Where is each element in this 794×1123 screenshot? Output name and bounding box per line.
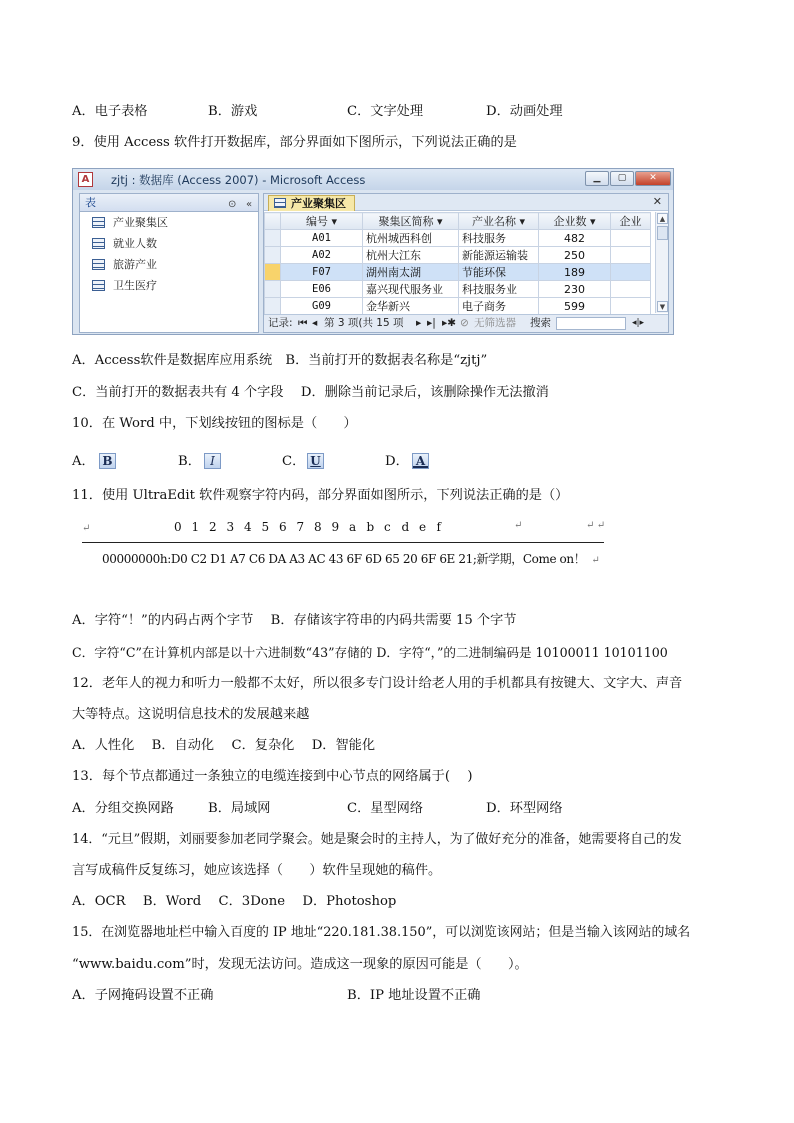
filter-icon[interactable]: ⊘ — [460, 317, 469, 329]
q11-options-line2: C．字符“C”在计算机内部是以十六进制数“43”存储的 D．字符“，”的二进制编码是 10100011 10101100 — [72, 645, 668, 660]
hex-data-row — [102, 550, 599, 567]
close-tab-icon[interactable]: ✕ — [652, 195, 662, 208]
tab-label: 产业聚集区 — [291, 197, 346, 210]
q15-stem-line2: “www.baidu.com”时，发现无法访问。造成这一现象的原因可能是（ ）。 — [72, 957, 528, 972]
nav-item-label: 就业人数 — [113, 237, 157, 250]
hex-column-label: f — [436, 520, 441, 534]
table-cell[interactable] — [611, 230, 651, 247]
table-cell[interactable]: 599 — [539, 298, 611, 315]
q11-options-line1: A．字符“！”的内码占两个字节 B．存储该字符串的内码共需要 15 个字节 — [72, 613, 517, 628]
table-cell[interactable]: 杭州城西科创 — [363, 230, 459, 247]
access-app-icon: A — [78, 172, 93, 187]
q13-option-a: A．分组交换网路 — [72, 801, 174, 816]
column-header-label: 编号 — [305, 215, 328, 228]
table-cell[interactable]: 杭州大江东 — [363, 247, 459, 264]
document-tabs — [264, 194, 668, 211]
record-selector[interactable] — [265, 247, 281, 264]
hex-divider — [82, 542, 604, 543]
q14-options: A．OCR B．Word C．3Done D．Photoshop — [72, 894, 397, 909]
filter-status[interactable]: 无筛选器 — [474, 317, 516, 329]
minimize-icon[interactable]: ▁ — [585, 171, 609, 186]
close-icon[interactable]: ✕ — [635, 171, 671, 186]
table-row[interactable] — [265, 247, 651, 264]
nav-pane-header[interactable] — [80, 194, 258, 212]
hex-column-label: a — [349, 520, 356, 534]
paragraph-mark-icon: ↵ — [591, 555, 600, 566]
hex-column-label: 7 — [296, 520, 304, 534]
table-cell[interactable]: 250 — [539, 247, 611, 264]
record-selector[interactable] — [265, 264, 281, 281]
vertical-scrollbar[interactable] — [655, 212, 668, 313]
table-cell[interactable]: 482 — [539, 230, 611, 247]
hex-header-row — [82, 520, 605, 534]
table-icon — [92, 238, 105, 249]
hex-bytes: 00000000h:D0 C2 D1 A7 C6 DA A3 AC 43 6F 6D 65 20 6F 6E 21 — [102, 552, 473, 566]
table-cell[interactable]: A01 — [281, 230, 363, 247]
new-record-icon[interactable]: ▸✱ — [442, 317, 457, 329]
q10-option-c-letter: C． — [282, 454, 306, 469]
nav-item-就业人数[interactable] — [80, 233, 258, 254]
horizontal-scroll-icon[interactable]: ◂|▸ — [632, 318, 645, 328]
search-label: 搜索 — [530, 317, 551, 329]
table-cell[interactable] — [611, 247, 651, 264]
column-header[interactable]: 企业数 ▾ — [539, 213, 611, 230]
table-cell[interactable] — [611, 298, 651, 315]
font-color-button-icon: A — [412, 453, 429, 469]
q10-option-b-letter: B． — [178, 454, 201, 469]
q8-option-d: D．动画处理 — [486, 104, 563, 119]
table-cell[interactable]: 230 — [539, 281, 611, 298]
q8-option-c: C．文字处理 — [347, 104, 424, 119]
q8-option-b: B．游戏 — [208, 104, 258, 119]
q13-option-d: D．环型网络 — [486, 801, 563, 816]
table-row[interactable] — [265, 281, 651, 298]
q9-stem: 9．使用 Access 软件打开数据库，部分界面如下图所示，下列说法正确的是 — [72, 135, 517, 150]
record-selector[interactable] — [265, 230, 281, 247]
table-cell[interactable]: G09 — [281, 298, 363, 315]
paragraph-mark-icon: ↵ — [514, 520, 522, 531]
q10-stem: 10．在 Word 中，下划线按钮的图标是（ ） — [72, 416, 357, 431]
table-row[interactable] — [265, 298, 651, 315]
table-row[interactable] — [265, 264, 651, 281]
q14-stem-line1: 14．“元旦”假期，刘丽要参加老同学聚会。她是聚会时的主持人，为了做好充分的准备，她需要将自己的发 — [72, 832, 682, 847]
hex-column-label: c — [384, 520, 391, 534]
hex-column-label: 9 — [331, 520, 339, 534]
access-window-screenshot — [72, 168, 674, 335]
hex-column-label: 3 — [226, 520, 234, 534]
q12-options: A．人性化 B．自动化 C．复杂化 D．智能化 — [72, 738, 376, 753]
next-record-icon[interactable]: ▸ — [416, 317, 422, 329]
hex-column-label: d — [401, 520, 409, 534]
q10-option-d-letter: D． — [385, 454, 409, 469]
q11-stem: 11．使用 UltraEdit 软件观察字符内码，部分界面如图所示，下列说法正确的是（） — [72, 488, 569, 503]
bold-button-icon: B — [99, 453, 116, 469]
hex-column-label: 1 — [191, 520, 199, 534]
datasheet-view — [263, 193, 669, 333]
table-cell[interactable]: 电子商务 — [459, 298, 539, 315]
access-title-bar — [73, 169, 673, 190]
q13-option-c: C．星型网络 — [347, 801, 424, 816]
table-cell[interactable]: 科技服务业 — [459, 281, 539, 298]
record-selector[interactable] — [265, 281, 281, 298]
table-cell[interactable]: A02 — [281, 247, 363, 264]
q10-option-a-letter: A． — [72, 454, 95, 469]
scroll-down-icon[interactable]: ▼ — [657, 301, 668, 312]
table-icon — [92, 217, 105, 228]
q13-stem: 13．每个节点都通过一条独立的电缆连接到中心节点的网络属于( ) — [72, 769, 473, 784]
first-record-icon[interactable]: ⏮ — [298, 317, 308, 329]
q14-stem-line2: 言写成稿件反复练习，她应该选择（ ）软件呈现她的稿件。 — [72, 863, 442, 878]
column-header-label: 企业 — [619, 215, 642, 228]
select-all-corner[interactable] — [265, 213, 281, 230]
hex-column-label: 8 — [314, 520, 322, 534]
table-cell[interactable]: 科技服务 — [459, 230, 539, 247]
table-cell[interactable]: F07 — [281, 264, 363, 281]
table-cell[interactable]: 金华新兴 — [363, 298, 459, 315]
paragraph-mark-icon: ↵ ↵ — [586, 520, 605, 531]
tab-产业聚集区[interactable] — [268, 195, 355, 211]
record-position: 第 3 项(共 15 项 — [324, 317, 404, 329]
last-record-icon[interactable]: ▸| — [427, 317, 436, 329]
table-cell[interactable]: 湖州南太湖 — [363, 264, 459, 281]
hex-column-label: 5 — [261, 520, 269, 534]
table-icon — [92, 259, 105, 270]
maximize-icon[interactable]: ▢ — [610, 171, 634, 186]
navigation-pane — [79, 193, 259, 333]
table-icon — [274, 198, 286, 208]
table-cell[interactable]: E06 — [281, 281, 363, 298]
q15-stem-line1: 15．在浏览器地址栏中输入百度的 IP 地址“220.181.38.150”，可以浏览该网站；但是当输入该网站的域名 — [72, 925, 691, 940]
search-input[interactable] — [556, 317, 626, 330]
hex-text: ;新学期，Come on！ — [472, 552, 586, 566]
scroll-thumb[interactable] — [657, 226, 668, 240]
hex-column-label: b — [366, 520, 374, 534]
column-header-label: 产业名称 — [471, 215, 516, 228]
column-header[interactable]: 产业名称 ▾ — [459, 213, 539, 230]
table-cell[interactable] — [611, 264, 651, 281]
table-cell[interactable] — [611, 281, 651, 298]
q15-option-b: B．IP 地址设置不正确 — [347, 988, 481, 1003]
hex-column-label: 6 — [279, 520, 287, 534]
q9-options-line1: A．Access软件是数据库应用系统 B．当前打开的数据表名称是“zjtj” — [72, 353, 488, 368]
table-cell[interactable]: 新能源运输装 — [459, 247, 539, 264]
table-cell[interactable]: 节能环保 — [459, 264, 539, 281]
column-header[interactable] — [611, 213, 651, 230]
table-cell[interactable]: 189 — [539, 264, 611, 281]
nav-item-旅游产业[interactable] — [80, 254, 258, 275]
record-label: 记录: — [268, 317, 293, 329]
nav-item-label: 产业聚集区 — [113, 216, 168, 229]
previous-record-icon[interactable]: ◂ — [312, 317, 318, 329]
column-header[interactable]: 聚集区简称 ▾ — [363, 213, 459, 230]
q15-option-a: A．子网掩码设置不正确 — [72, 988, 214, 1003]
table-row[interactable] — [265, 230, 651, 247]
column-header[interactable]: 编号 ▾ — [281, 213, 363, 230]
hex-column-label: 2 — [209, 520, 217, 534]
nav-collapse-icon[interactable]: « — [246, 199, 253, 210]
nav-item-卫生医疗[interactable] — [80, 275, 258, 296]
q8-option-a: A．电子表格 — [72, 104, 148, 119]
table-icon — [92, 280, 105, 291]
underline-button-icon: U — [307, 453, 324, 469]
scroll-up-icon[interactable]: ▲ — [657, 213, 668, 224]
column-header-label: 企业数 — [553, 215, 587, 228]
q12-stem-line1: 12．老年人的视力和听力一般都不太好，所以很多专门设计给老人用的手机都具有按键大、文字大、声音 — [72, 676, 683, 691]
nav-item-label: 卫生医疗 — [113, 279, 157, 292]
record-selector[interactable] — [265, 298, 281, 315]
nav-item-label: 旅游产业 — [113, 258, 157, 271]
hex-column-labels — [174, 520, 454, 534]
nav-pane-title: 表 — [85, 196, 96, 209]
q12-stem-line2: 大等特点。这说明信息技术的发展越来越 — [72, 707, 310, 722]
datasheet-body — [265, 230, 651, 315]
nav-item-产业聚集区[interactable] — [80, 212, 258, 233]
paragraph-mark-icon: ↵ — [82, 523, 90, 534]
column-header-label: 聚集区简称 — [378, 215, 434, 228]
hex-column-label: 0 — [174, 520, 182, 534]
hex-column-label: 4 — [244, 520, 252, 534]
nav-dropdown-icon[interactable]: ⊙ — [228, 199, 237, 210]
table-cell[interactable]: 嘉兴现代服务业 — [363, 281, 459, 298]
access-window-title: zjtj : 数据库 (Access 2007) - Microsoft Access — [111, 173, 366, 187]
q9-options-line2: C．当前打开的数据表共有 4 个字段 D．删除当前记录后，该删除操作无法撤消 — [72, 385, 549, 400]
q13-option-b: B．局域网 — [208, 801, 271, 816]
italic-button-icon: I — [204, 453, 221, 469]
hex-column-label: e — [419, 520, 426, 534]
datasheet-grid — [264, 212, 651, 315]
record-navigation-bar — [264, 314, 668, 332]
